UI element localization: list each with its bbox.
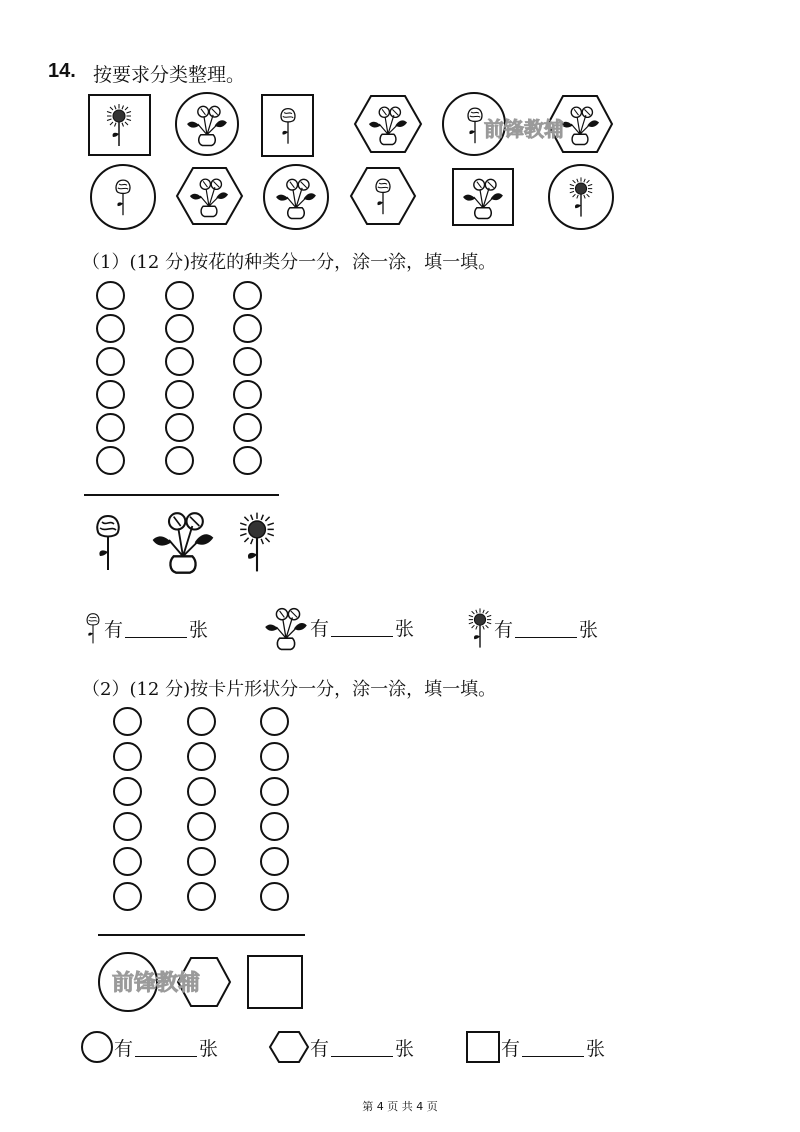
coloring-circle[interactable] bbox=[113, 847, 142, 876]
part2-fill-circle bbox=[80, 1030, 218, 1064]
coloring-circle[interactable] bbox=[113, 812, 142, 841]
coloring-circle[interactable] bbox=[165, 281, 194, 310]
coloring-circle[interactable] bbox=[187, 777, 216, 806]
divider-line bbox=[98, 934, 305, 936]
coloring-circle[interactable] bbox=[96, 380, 125, 409]
page-footer: 第 4 页 共 4 页 bbox=[362, 1100, 438, 1113]
coloring-circle[interactable] bbox=[96, 314, 125, 343]
coloring-circle[interactable] bbox=[165, 347, 194, 376]
answer-blank[interactable] bbox=[515, 619, 577, 638]
watermark-text: 前锋教辅 bbox=[112, 971, 201, 996]
coloring-circle[interactable] bbox=[165, 314, 194, 343]
answer-blank[interactable] bbox=[522, 1038, 584, 1057]
coloring-circle[interactable] bbox=[260, 742, 289, 771]
coloring-circle[interactable] bbox=[233, 314, 262, 343]
answer-blank[interactable] bbox=[331, 1038, 393, 1057]
vase-bouquet-icon bbox=[153, 513, 214, 573]
watermark-text: 前锋教辅 bbox=[484, 117, 564, 141]
zhang-label: 张 bbox=[395, 1037, 415, 1060]
card-vase-hexagon bbox=[355, 96, 421, 152]
you-label: 有 bbox=[501, 1037, 521, 1060]
hexagon-shape-icon bbox=[268, 1030, 310, 1064]
part2-fill-hexagon bbox=[268, 1030, 414, 1064]
square-shape-icon bbox=[465, 1030, 501, 1064]
coloring-circle[interactable] bbox=[233, 281, 262, 310]
coloring-circle[interactable] bbox=[187, 882, 216, 911]
coloring-circle[interactable] bbox=[165, 413, 194, 442]
coloring-circle[interactable] bbox=[260, 777, 289, 806]
answer-blank[interactable] bbox=[331, 618, 393, 637]
rose-icon bbox=[97, 516, 118, 570]
coloring-circle[interactable] bbox=[113, 707, 142, 736]
card-rose-square bbox=[262, 95, 313, 156]
rose-icon bbox=[82, 605, 104, 651]
question-number: 14. bbox=[48, 60, 76, 82]
coloring-circle[interactable] bbox=[113, 742, 142, 771]
coloring-circle[interactable] bbox=[96, 347, 125, 376]
you-label: 有 bbox=[310, 1037, 330, 1060]
zhang-label: 张 bbox=[579, 618, 599, 641]
zhang-label: 张 bbox=[586, 1037, 606, 1060]
card-vase-square bbox=[453, 169, 513, 225]
coloring-circle[interactable] bbox=[260, 707, 289, 736]
part1-fill-vase bbox=[262, 603, 414, 651]
vase-bouquet-icon bbox=[262, 603, 310, 651]
zhang-label: 张 bbox=[189, 618, 209, 641]
coloring-circle[interactable] bbox=[233, 380, 262, 409]
card-rose-hexagon bbox=[351, 168, 415, 224]
coloring-circle[interactable] bbox=[233, 347, 262, 376]
part1-fill-rose bbox=[82, 605, 208, 651]
you-label: 有 bbox=[114, 1037, 134, 1060]
coloring-circle[interactable] bbox=[233, 413, 262, 442]
coloring-circle[interactable] bbox=[187, 707, 216, 736]
flower-cards bbox=[0, 0, 800, 240]
coloring-circle[interactable] bbox=[96, 413, 125, 442]
part1-fill-sunflower bbox=[466, 601, 598, 655]
part1-category-icons bbox=[84, 500, 294, 585]
coloring-circle[interactable] bbox=[165, 380, 194, 409]
coloring-circle[interactable] bbox=[187, 847, 216, 876]
coloring-circle[interactable] bbox=[113, 882, 142, 911]
coloring-circle[interactable] bbox=[187, 742, 216, 771]
sunflower-icon bbox=[466, 601, 494, 655]
card-rose-circle bbox=[91, 165, 155, 229]
sunflower-icon bbox=[240, 513, 274, 572]
you-label: 有 bbox=[104, 618, 124, 641]
card-vase-hexagon bbox=[177, 168, 242, 224]
card-sunflower-circle bbox=[549, 165, 613, 229]
divider-line bbox=[84, 494, 279, 496]
coloring-circle[interactable] bbox=[96, 446, 125, 475]
question-title: 按要求分类整理。 bbox=[93, 64, 246, 86]
part2-fill-square bbox=[465, 1030, 605, 1064]
zhang-label: 张 bbox=[395, 617, 415, 640]
card-vase-circle bbox=[176, 93, 238, 155]
part2-prompt: （2）(12 分)按卡片形状分一分，涂一涂，填一填。 bbox=[82, 679, 497, 700]
coloring-circle[interactable] bbox=[187, 812, 216, 841]
coloring-circle[interactable] bbox=[260, 847, 289, 876]
coloring-circle[interactable] bbox=[96, 281, 125, 310]
answer-blank[interactable] bbox=[125, 619, 187, 638]
zhang-label: 张 bbox=[199, 1037, 219, 1060]
coloring-circle[interactable] bbox=[260, 812, 289, 841]
part2-category-shapes bbox=[90, 948, 310, 1018]
coloring-circle[interactable] bbox=[113, 777, 142, 806]
part1-prompt: （1）(12 分)按花的种类分一分，涂一涂，填一填。 bbox=[82, 252, 497, 273]
square-shape-icon bbox=[248, 956, 302, 1008]
you-label: 有 bbox=[494, 618, 514, 641]
you-label: 有 bbox=[310, 617, 330, 640]
coloring-circle[interactable] bbox=[233, 446, 262, 475]
circle-shape-icon bbox=[80, 1030, 114, 1064]
answer-blank[interactable] bbox=[135, 1038, 197, 1057]
coloring-circle[interactable] bbox=[260, 882, 289, 911]
coloring-circle[interactable] bbox=[165, 446, 194, 475]
card-sunflower-square bbox=[89, 95, 150, 155]
card-vase-circle bbox=[264, 165, 328, 229]
